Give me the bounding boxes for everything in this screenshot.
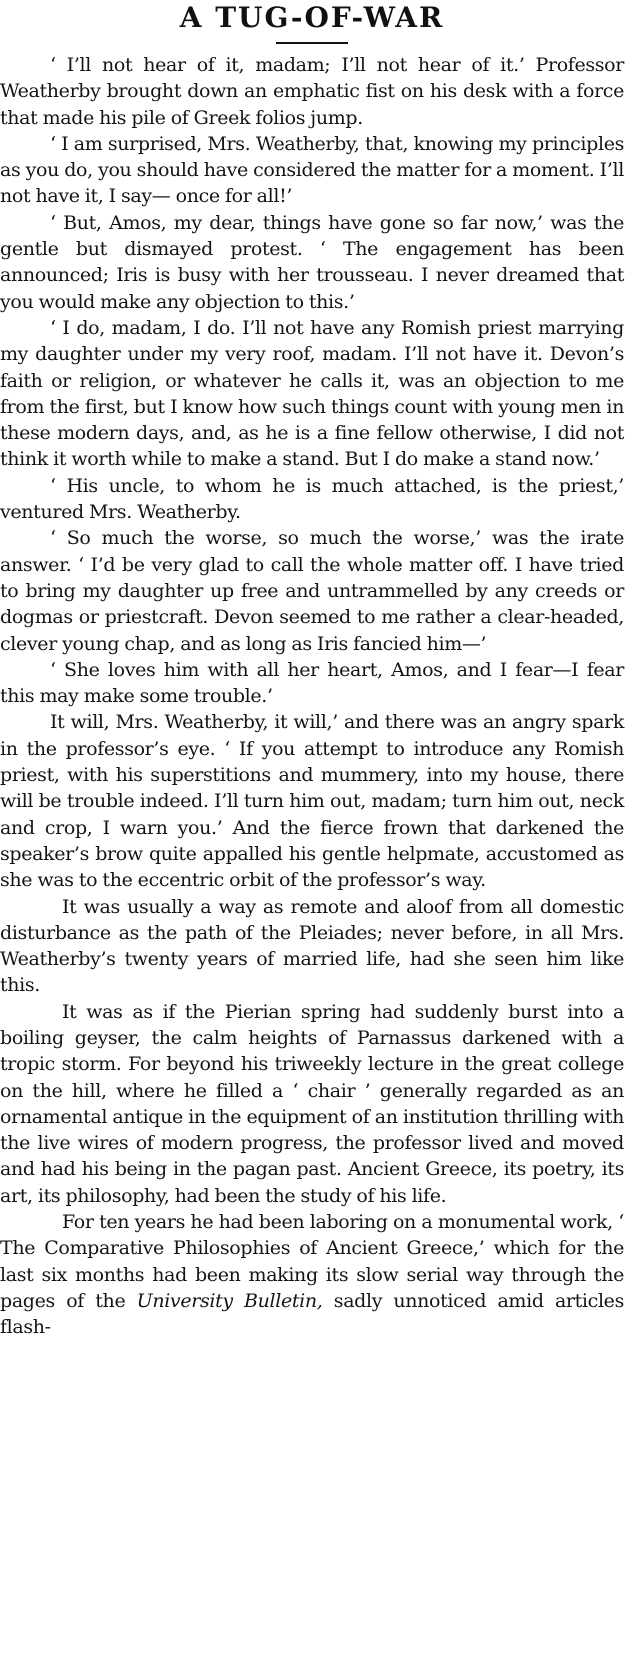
paragraph-9: It was usually a way as remote and aloof from all domestic disturbance as the path of the Pleiades; never before, in all Mrs. Weatherby’s twenty years of married life, had she seen him like this.	[0, 895, 624, 997]
paragraph-11	[0, 1209, 624, 1340]
paragraph-8: It will, Mrs. Weatherby, it will,’ and there was an angry spark in the professor’s eye. ‘ If you attempt to introduce any Romish priest, with his superstitions and mummery, into my house, there will be trouble indeed. I’ll turn him out, madam; turn him out, neck and crop, I warn you.’ And the fierce frown that darkened the speaker’s brow quite appalled his gentle helpmate, accustomed as she was to the eccentric orbit of the professor’s way.	[0, 711, 624, 892]
article-headline: A TUG-OF-WAR	[179, 1, 445, 34]
paragraph-4: ‘ I do, madam, I do. I’ll not have any Romish priest marrying my daughter under my very roof, madam. I’ll not have it. Devon’s faith or religion, or whatever he calls it, was an objection to me from the first, but I know how such things count with young men in these modern days, and, as he is a fine fellow otherwise, I did not think it worth while to make a stand. But I do make a stand now.’	[0, 316, 624, 471]
paragraph-3: ‘ But, Amos, my dear, things have gone so far now,’ was the gentle but dismayed protest. ‘ The engagement has been announced; Iris is busy with her trousseau. I never dreamed that you would make any objection to this.’	[0, 211, 624, 313]
headline-rule	[276, 42, 348, 44]
paragraph-11-tail: sadly unnoticed amid articles flash-	[0, 1289, 624, 1339]
paragraph-1: ‘ I’ll not hear of it, madam; I’ll not hear of it.’ Professor Weatherby brought down an emphatic fist on his desk with a force that made his pile of Greek folios jump.	[0, 54, 624, 129]
bulletin-title: University Bulletin,	[136, 1289, 323, 1312]
paragraph-11-text: For ten years he had been laboring on a monumental work, ‘ The Comparative Philosophies of Ancient Greece,’ which for the last six months had been making its slow serial way through the pages of the	[0, 1211, 624, 1312]
paragraph-7: ‘ She loves him with all her heart, Amos, and I fear—I fear this may make some trouble.’	[0, 658, 624, 708]
paragraph-10: It was as if the Pierian spring had suddenly burst into a boiling geyser, the calm heights of Parnassus darkened with a tropic storm. For beyond his triweekly lecture in the great college on the hill, where he filled a ‘ chair ’ generally regarded as an ornamental antique in the equipment of an institution thrilling with the live wires of modern progress, the professor lived and moved and had his being in the pagan past. Ancient Greece, its poetry, its art, its philosophy, had been the study of his life.	[0, 1000, 624, 1207]
paragraph-5: ‘ His uncle, to whom he is much attached, is the priest,’ ventured Mrs. Weatherby.	[0, 474, 624, 524]
paragraph-6: ‘ So much the worse, so much the worse,’ was the irate answer. ‘ I’d be very glad to call the whole matter off. I have tried to bring my daughter up free and untrammelled by any creeds or dogmas or priestcraft. Devon seemed to me rather a clear-headed, clever young chap, and as long as Iris fancied him—’	[0, 527, 624, 655]
paragraph-2: ‘ I am surprised, Mrs. Weatherby, that, knowing my principles as you do, you should have considered the matter for a moment. I’ll not have it, I say— once for all!’	[0, 132, 624, 208]
article-body	[0, 52, 624, 1341]
